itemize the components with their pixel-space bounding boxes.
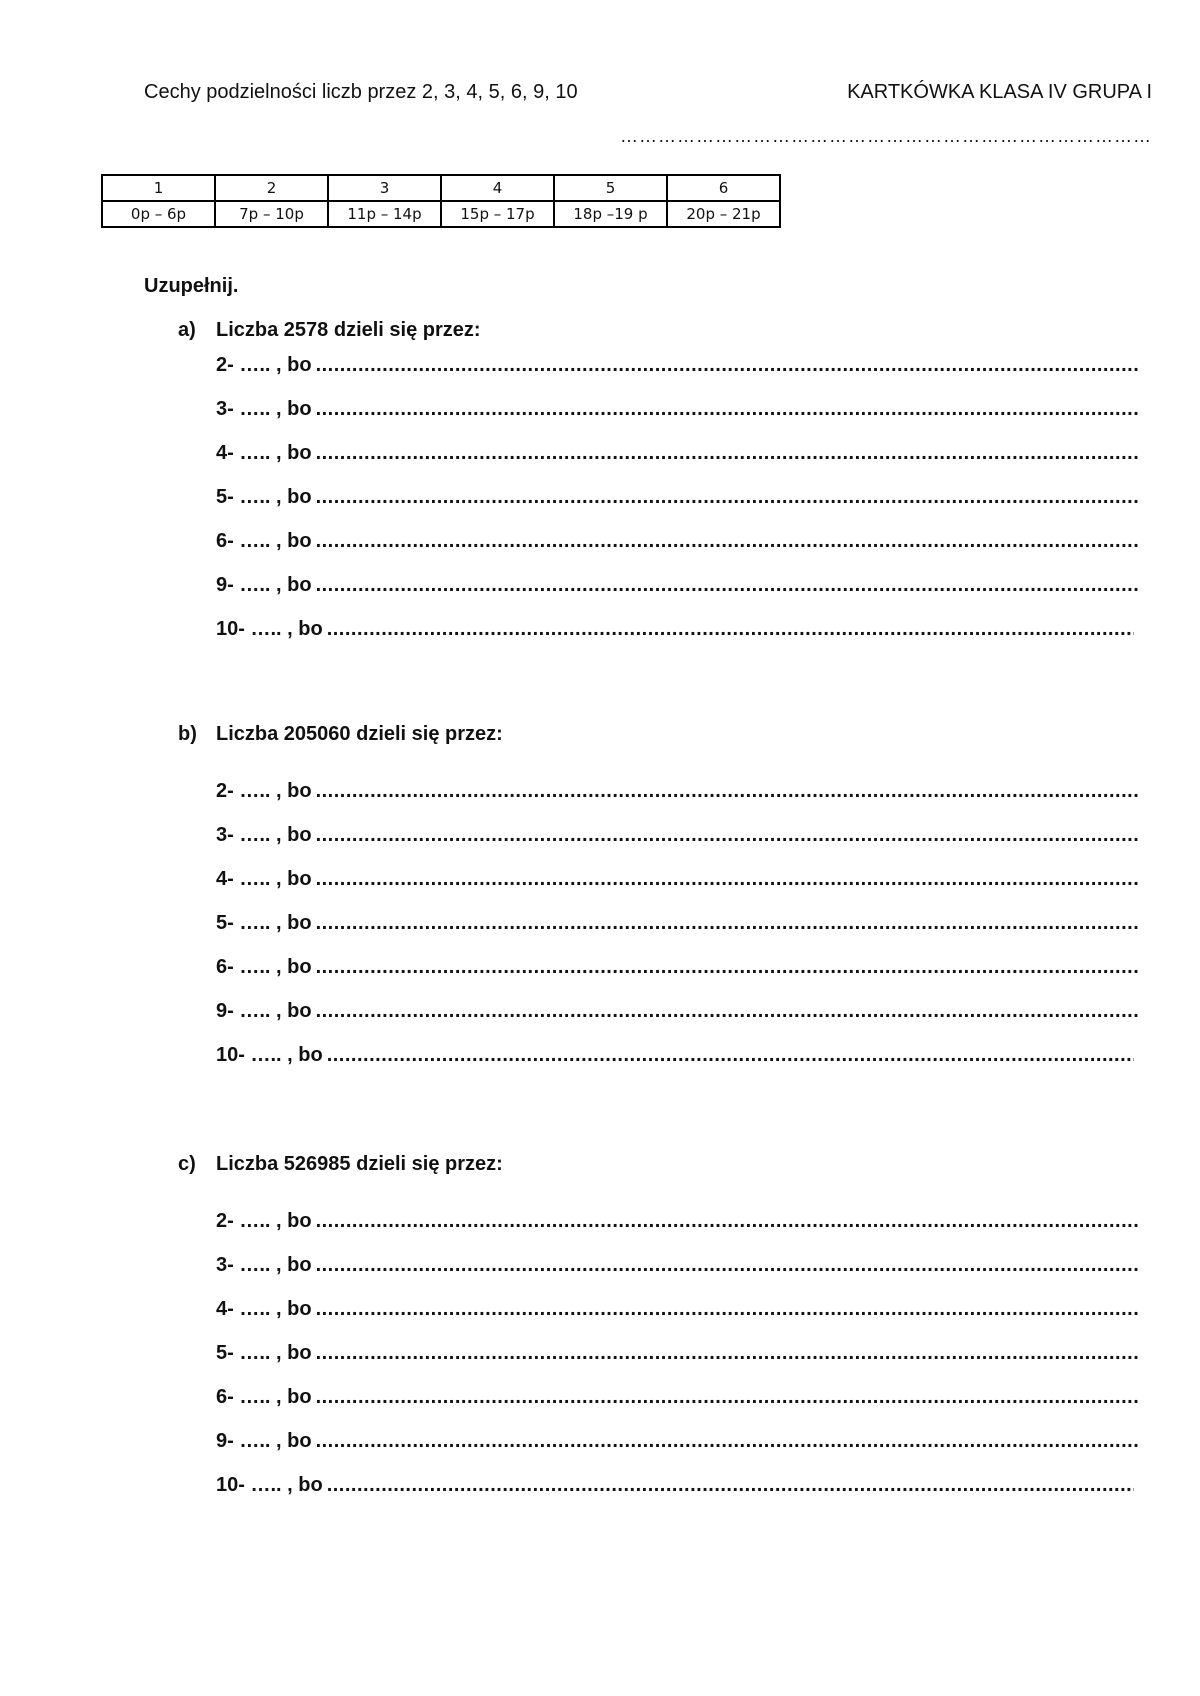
answer-dots xyxy=(316,439,1138,467)
section-heading xyxy=(216,1150,503,1178)
section-title xyxy=(178,1150,1138,1178)
answer-line[interactable] xyxy=(216,527,1138,555)
section-letter: b) xyxy=(178,723,197,745)
grade-cell: 3 xyxy=(328,175,441,201)
range-row xyxy=(102,201,780,227)
answer-dots xyxy=(316,483,1138,511)
answer-label: 5- ….. , bo xyxy=(216,912,312,934)
answer-line[interactable] xyxy=(216,1427,1138,1455)
answer-label: 3- ….. , bo xyxy=(216,1254,312,1276)
answer-dots xyxy=(316,1339,1138,1367)
range-cell: 15p – 17p xyxy=(441,201,554,227)
answer-dots xyxy=(316,1251,1138,1279)
answer-line[interactable] xyxy=(216,997,1138,1025)
answer-dots xyxy=(316,1295,1138,1323)
grade-cell: 4 xyxy=(441,175,554,201)
section-a xyxy=(178,316,1138,640)
heading-suffix: dzieli się przez: xyxy=(328,319,481,341)
range-cell: 18p –19 p xyxy=(554,201,667,227)
answer-dots xyxy=(316,571,1138,599)
answer-label: 9- ….. , bo xyxy=(216,1430,312,1452)
answer-line[interactable] xyxy=(216,777,1138,805)
answer-label: 6- ….. , bo xyxy=(216,530,312,552)
answer-label: 4- ….. , bo xyxy=(216,1298,312,1320)
answer-line[interactable] xyxy=(216,1295,1138,1323)
range-cell: 7p – 10p xyxy=(215,201,328,227)
answer-label: 5- ….. , bo xyxy=(216,486,312,508)
answer-line[interactable] xyxy=(216,615,1134,643)
answer-dots xyxy=(316,1207,1138,1235)
answer-label: 10- ….. , bo xyxy=(216,618,323,640)
answer-line[interactable] xyxy=(216,395,1138,423)
range-cell: 11p – 14p xyxy=(328,201,441,227)
answer-dots xyxy=(316,1383,1138,1411)
heading-number: 526985 xyxy=(283,1153,351,1175)
answer-dots xyxy=(327,615,1134,643)
heading-number: 205060 xyxy=(283,723,351,745)
section-heading xyxy=(216,720,503,748)
answer-label: 9- ….. , bo xyxy=(216,1000,312,1022)
section-letter: c) xyxy=(178,1153,196,1175)
answer-dots xyxy=(327,1041,1134,1069)
answer-label: 2- ….. , bo xyxy=(216,780,312,802)
worksheet-subtitle: KARTKÓWKA KLASA IV GRUPA I xyxy=(847,81,1152,103)
answer-line[interactable] xyxy=(216,439,1138,467)
grade-row xyxy=(102,175,780,201)
instruction: Uzupełnij. xyxy=(144,275,239,297)
worksheet-title: Cechy podzielności liczb przez 2, 3, 4, 5, 6, 9, 10 xyxy=(144,81,578,103)
section-c xyxy=(178,1150,1138,1496)
answer-label: 6- ….. , bo xyxy=(216,956,312,978)
answer-line[interactable] xyxy=(216,1383,1138,1411)
answer-line[interactable] xyxy=(216,1339,1138,1367)
section-b xyxy=(178,720,1138,1066)
section-title xyxy=(178,316,1138,344)
grade-cell: 1 xyxy=(102,175,215,201)
answer-dots xyxy=(316,997,1138,1025)
heading-prefix: Liczba xyxy=(216,1153,284,1175)
answer-label: 6- ….. , bo xyxy=(216,1386,312,1408)
grading-table xyxy=(101,174,781,228)
heading-number: 2578 xyxy=(283,319,329,341)
heading-suffix: dzieli się przez: xyxy=(350,723,503,745)
grade-cell: 2 xyxy=(215,175,328,201)
heading-prefix: Liczba xyxy=(216,723,284,745)
answer-line[interactable] xyxy=(216,571,1138,599)
answer-label: 5- ….. , bo xyxy=(216,1342,312,1364)
answer-dots xyxy=(316,953,1138,981)
answer-line[interactable] xyxy=(216,1251,1138,1279)
heading-prefix: Liczba xyxy=(216,319,284,341)
answer-dots xyxy=(316,395,1138,423)
section-title xyxy=(178,720,1138,748)
heading-suffix: dzieli się przez: xyxy=(350,1153,503,1175)
answer-dots xyxy=(316,351,1138,379)
answer-dots xyxy=(327,1471,1134,1499)
answer-line[interactable] xyxy=(216,821,1138,849)
answer-dots xyxy=(316,527,1138,555)
grade-cell: 5 xyxy=(554,175,667,201)
answer-label: 3- ….. , bo xyxy=(216,824,312,846)
answer-line[interactable] xyxy=(216,351,1138,379)
answer-dots xyxy=(316,1427,1138,1455)
answer-label: 10- ….. , bo xyxy=(216,1474,323,1496)
answer-line[interactable] xyxy=(216,1207,1138,1235)
answer-dots xyxy=(316,865,1138,893)
answer-dots xyxy=(316,777,1138,805)
answer-line[interactable] xyxy=(216,953,1138,981)
section-letter: a) xyxy=(178,319,196,341)
range-cell: 0p – 6p xyxy=(102,201,215,227)
section-heading xyxy=(216,316,481,344)
answer-line[interactable] xyxy=(216,483,1138,511)
answer-line[interactable] xyxy=(216,1471,1134,1499)
answer-dots xyxy=(316,909,1138,937)
answer-label: 3- ….. , bo xyxy=(216,398,312,420)
answer-line[interactable] xyxy=(216,909,1138,937)
answer-label: 2- ….. , bo xyxy=(216,354,312,376)
answer-line[interactable] xyxy=(216,1041,1134,1069)
answer-label: 2- ….. , bo xyxy=(216,1210,312,1232)
answer-label: 9- ….. , bo xyxy=(216,574,312,596)
range-cell: 20p – 21p xyxy=(667,201,780,227)
answer-label: 4- ….. , bo xyxy=(216,442,312,464)
answer-line[interactable] xyxy=(216,865,1138,893)
name-line: ………………………………………………………………………… xyxy=(620,126,1152,146)
answer-dots xyxy=(316,821,1138,849)
answer-label: 10- ….. , bo xyxy=(216,1044,323,1066)
answer-label: 4- ….. , bo xyxy=(216,868,312,890)
grade-cell: 6 xyxy=(667,175,780,201)
